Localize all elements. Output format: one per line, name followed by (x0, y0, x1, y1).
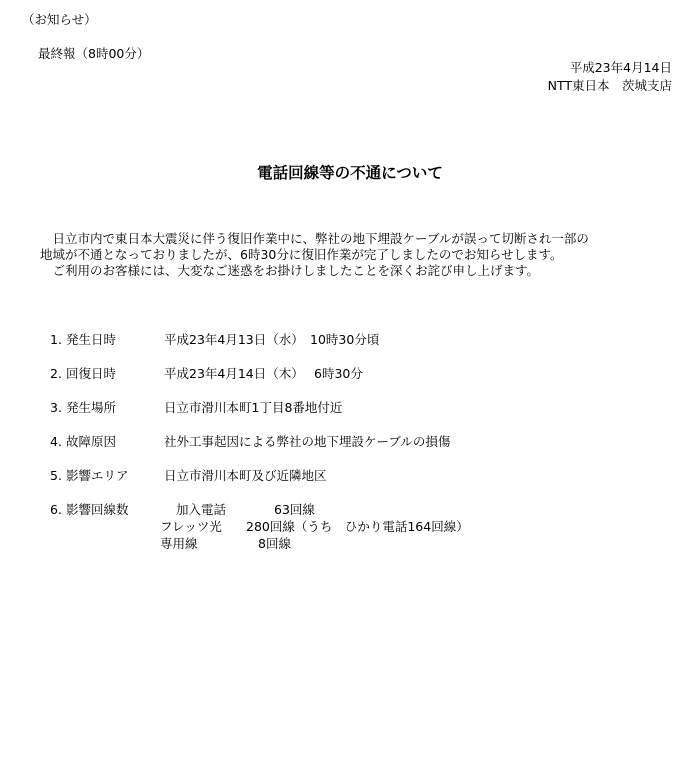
item-value: 平成23年4月14日（木） 6時30分 (164, 366, 363, 381)
line-count: 8回線 (258, 536, 291, 551)
body-paragraph (40, 231, 660, 279)
item-number: 1. (50, 332, 62, 347)
item-label: 影響エリア (66, 468, 129, 483)
line-count: 280回線（うち ひかり電話164回線） (246, 519, 469, 534)
item-label: 影響回線数 (66, 502, 129, 517)
report-status-label: 最終報（8時00分） (38, 46, 150, 61)
item-label: 発生日時 (66, 332, 117, 347)
item-label: 発生場所 (66, 400, 117, 415)
issuer-name: NTT東日本 茨城支店 (547, 78, 672, 93)
body-line: 地域が不通となっておりましたが、6時30分に復旧作業が完了しましたのでお知らせします。 (40, 247, 563, 262)
line-type: フレッツ光 (160, 519, 222, 534)
line-type: 専用線 (160, 536, 198, 551)
item-value: 平成23年4月13日（水） 10時30分頃 (164, 332, 380, 347)
item-number: 3. (50, 400, 62, 415)
item-number: 5. (50, 468, 62, 483)
document-title: 電話回線等の不通について (257, 164, 443, 182)
notice-label: （お知らせ） (22, 12, 97, 27)
body-line: ご利用のお客様には、大変なご迷惑をお掛けしましたことを深くお詫び申し上げます。 (40, 263, 540, 278)
line-count: 63回線 (274, 502, 315, 517)
item-number: 2. (50, 366, 62, 381)
item-value: 社外工事起因による弊社の地下埋設ケーブルの損傷 (164, 434, 451, 449)
item-number: 4. (50, 434, 62, 449)
item-number: 6. (50, 502, 62, 517)
issue-date: 平成23年4月14日 (569, 60, 672, 75)
line-type: 加入電話 (176, 502, 227, 517)
body-line: 日立市内で東日本大震災に伴う復旧作業中に、弊社の地下埋設ケーブルが誤って切断され一部の (40, 231, 589, 246)
item-label: 故障原因 (66, 434, 117, 449)
item-value: 日立市滑川本町1丁目8番地付近 (164, 400, 343, 415)
item-value: 日立市滑川本町及び近隣地区 (164, 468, 327, 483)
item-label: 回復日時 (66, 366, 117, 381)
